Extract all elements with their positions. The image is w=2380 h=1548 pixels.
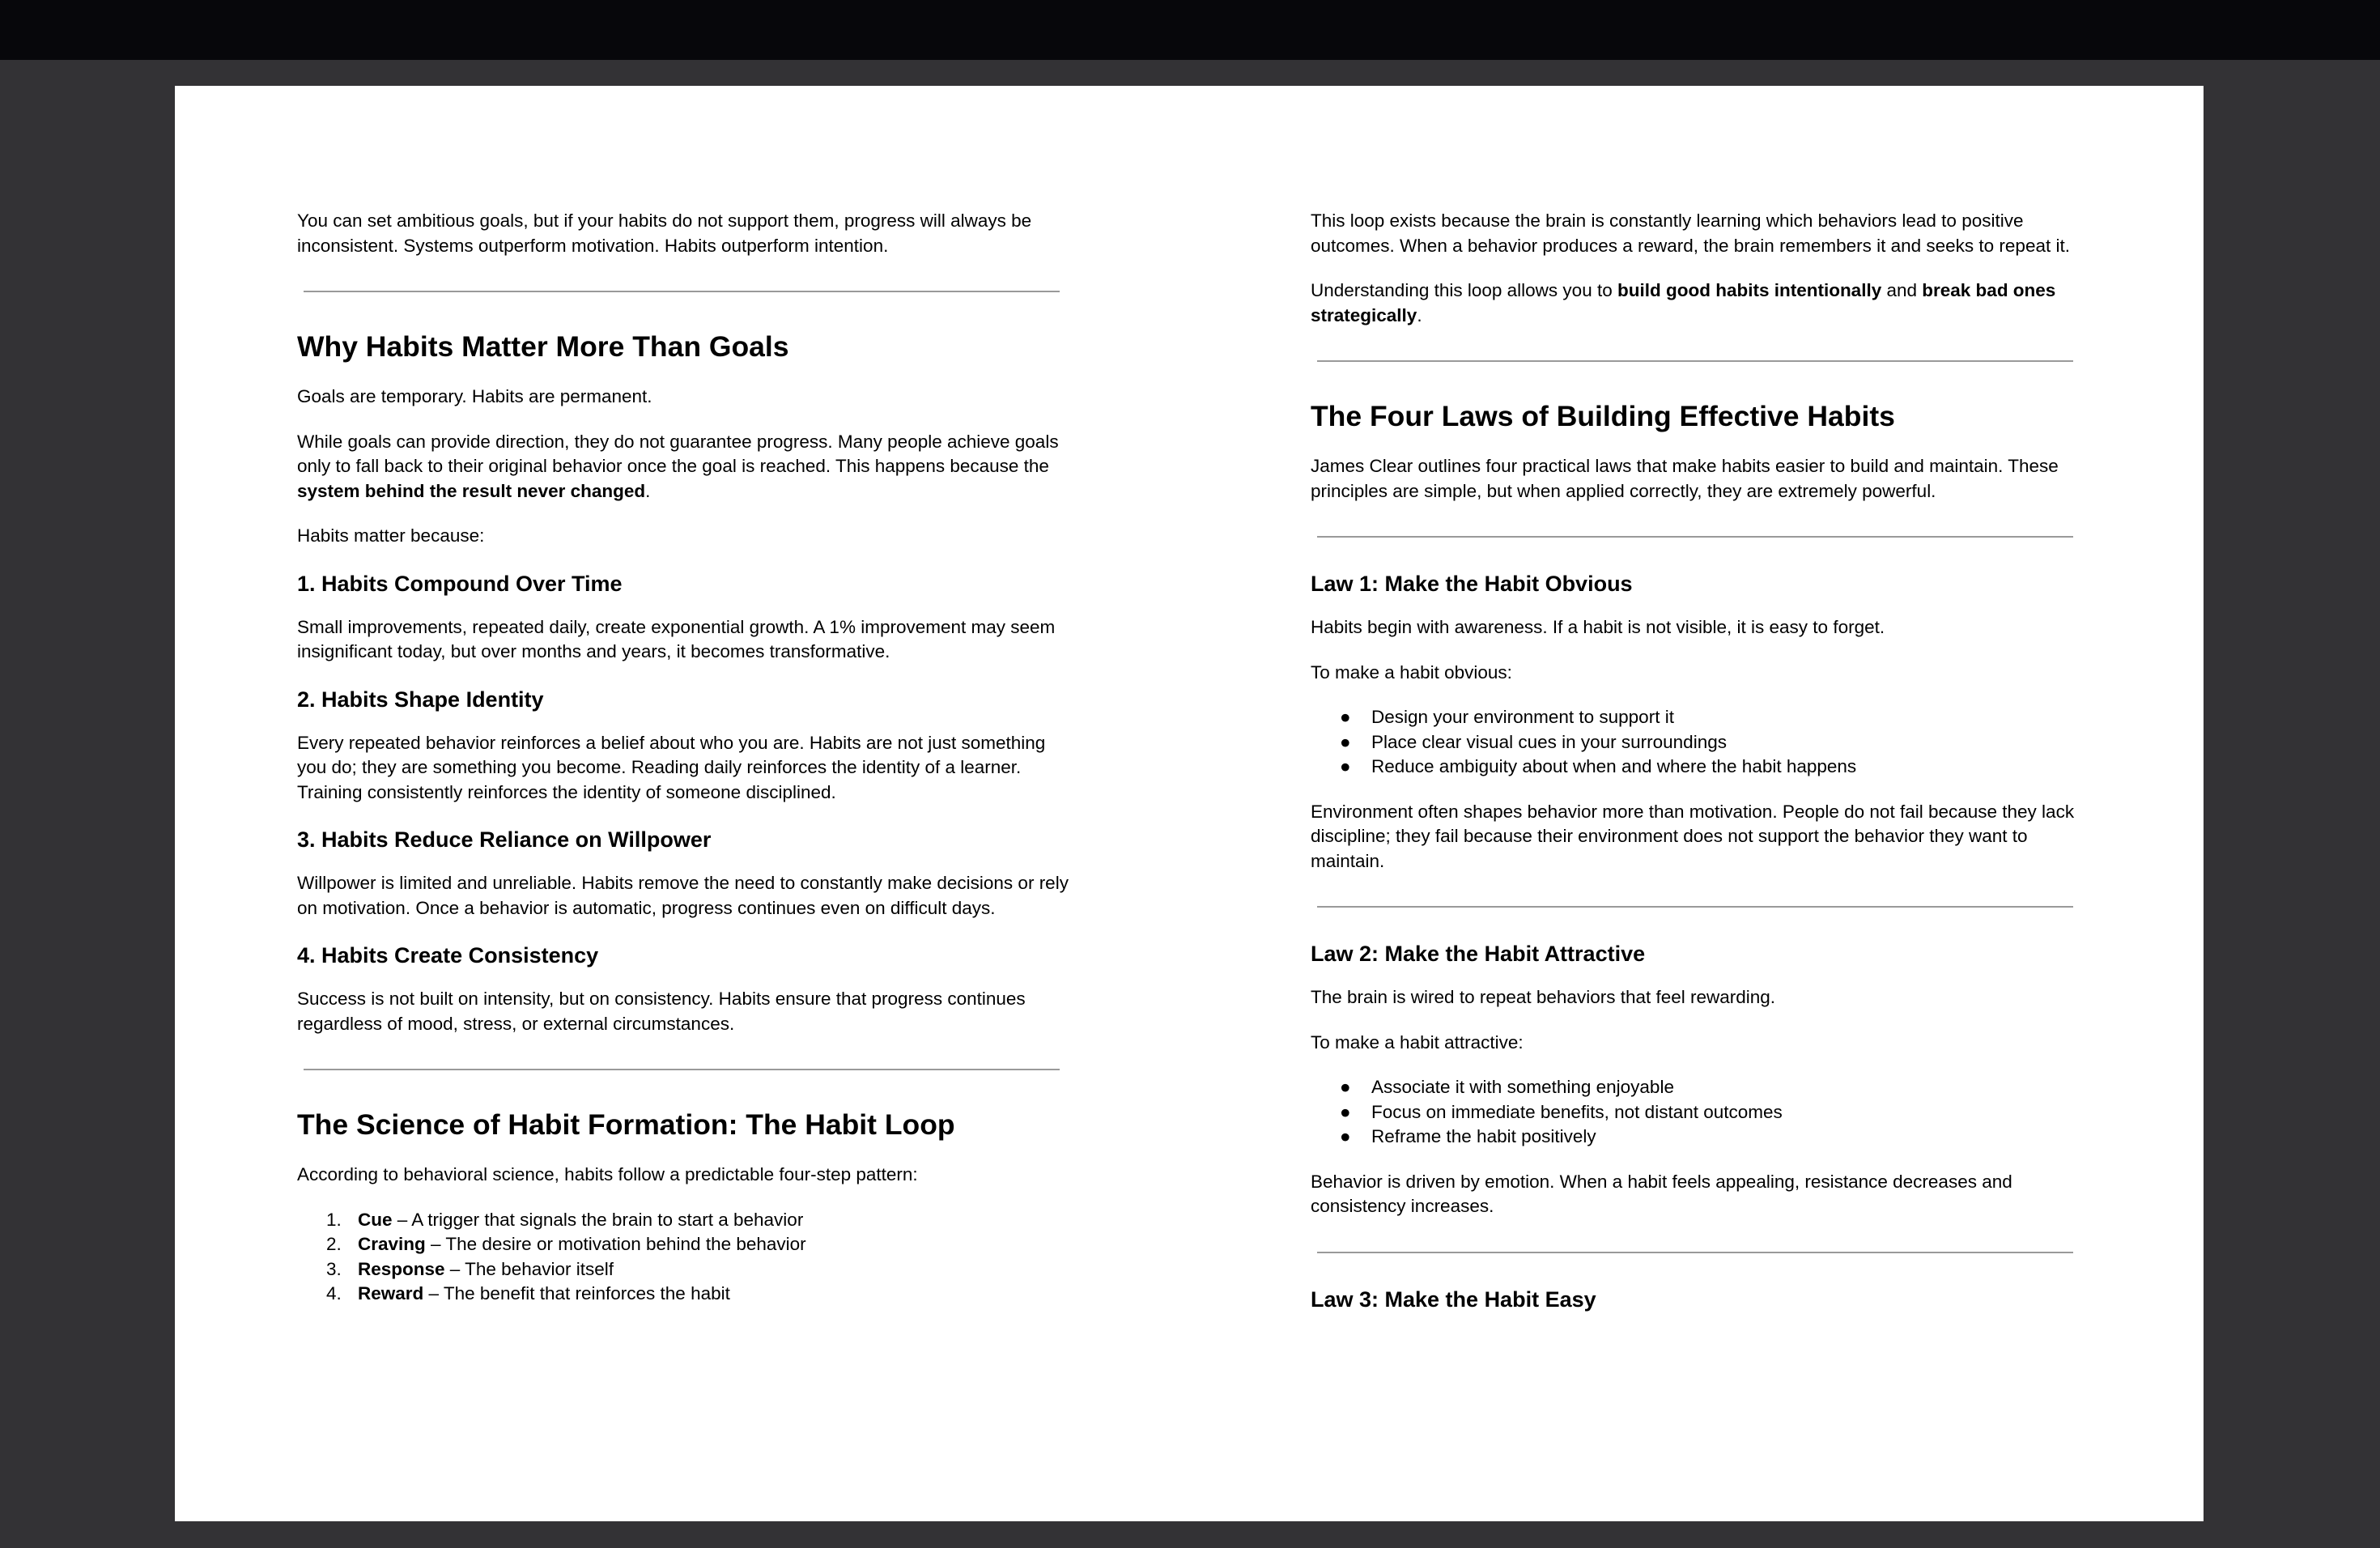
paragraph: To make a habit obvious: [1311,661,1512,683]
list-number: 2. [326,1234,342,1254]
text: . [645,480,651,501]
list-item [1311,1125,2088,1150]
bullet-icon: ● [1340,1101,1351,1122]
intro-paragraph: You can set ambitious goals, but if your habits do not support them, progress will always be inconsistent. Systems outperform motivation. Habits outperform intention. [297,211,1032,256]
paragraph [297,430,1074,504]
window-title-bar [0,0,2380,60]
bold-text: Cue [358,1209,393,1230]
paragraph: Environment often shapes behavior more than motivation. People do not fail because they lack discipline; they fail because their environment does not support the behavior they want to maintain. [1311,801,2075,871]
text: Place clear visual cues in your surroundings [1371,731,1727,752]
list-number: 3. [326,1258,342,1279]
text: – The desire or motivation behind the behavior [425,1234,806,1254]
section-divider [1317,360,2073,362]
bullet-icon: ● [1340,1126,1351,1146]
list-item [1311,1100,2088,1125]
paragraph: Every repeated behavior reinforces a belief about who you are. Habits are not just something you do; they are something you become. Reading daily reinforces the identity of a learner. Training consistently reinforces the identity of someone disciplined. [297,732,1046,802]
text: Understanding this loop allows you to [1311,280,1617,300]
text: Design your environment to support it [1371,707,1674,727]
list-item [297,1282,1074,1307]
text: Reduce ambiguity about when and where the habit happens [1371,756,1857,776]
paragraph: The brain is wired to repeat behaviors that feel rewarding. [1311,987,1776,1007]
document-page [175,86,2204,1521]
paragraph: According to behavioral science, habits follow a predictable four-step pattern: [297,1164,918,1184]
subheading-willpower: 3. Habits Reduce Reliance on Willpower [297,827,712,852]
paragraph: Success is not built on intensity, but on consistency. Habits ensure that progress continues regardless of mood, stress, or external circumstances. [297,989,1026,1034]
paragraph: Habits matter because: [297,525,485,546]
text: – The behavior itself [444,1258,614,1279]
heading-law-1: Law 1: Make the Habit Obvious [1311,572,1633,596]
paragraph: To make a habit attractive: [1311,1031,1524,1053]
bold-text: Response [358,1258,445,1279]
text: While goals can provide direction, they do not guarantee progress. Many people achieve goals only to fall back to their original behavior once the goal is reached. This happens because the [297,431,1059,476]
paragraph: Behavior is driven by emotion. When a habit feels appealing, resistance decreases and consistency increases. [1311,1171,2012,1216]
list-number: 4. [326,1283,342,1303]
text: and [1881,280,1923,300]
bullet-icon: ● [1340,756,1351,776]
paragraph: James Clear outlines four practical laws that make habits easier to build and maintain. These principles are simple, but when applied correctly, they are extremely powerful. [1311,456,2059,501]
paragraph: Goals are temporary. Habits are permanent. [297,386,652,406]
heading-law-3: Law 3: Make the Habit Easy [1311,1286,1596,1312]
bold-text: build good habits intentionally [1617,280,1882,300]
right-column [1311,209,2088,1313]
paragraph [1311,279,2088,328]
text: – The benefit that reinforces the habit [423,1283,730,1303]
law-2-bullet-list [1311,1075,2088,1150]
bold-text: Reward [358,1283,424,1303]
bullet-icon: ● [1340,707,1351,727]
bullet-icon: ● [1340,731,1351,752]
subheading-consistency: 4. Habits Create Consistency [297,943,599,968]
paragraph: This loop exists because the brain is constantly learning which behaviors lead to positive outcomes. When a behavior produces a reward, the brain remembers it and seeks to repeat it. [1311,211,2070,256]
bold-text: system behind the result never changed [297,480,646,501]
section-divider [1317,536,2073,538]
section-divider [304,291,1060,292]
left-column [297,209,1074,1307]
habit-loop-list [297,1208,1074,1307]
list-item [297,1257,1074,1282]
text: Reframe the habit positively [1371,1126,1596,1146]
heading-law-2: Law 2: Make the Habit Attractive [1311,942,1646,966]
text: Associate it with something enjoyable [1371,1077,1674,1097]
text: – A trigger that signals the brain to start a behavior [392,1209,804,1230]
section-divider [304,1069,1060,1070]
bold-text: Craving [358,1234,426,1254]
paragraph: Willpower is limited and unreliable. Habits remove the need to constantly make decisions or rely on motivation. Once a behavior is automatic, progress continues even on difficult days. [297,873,1069,918]
law-1-bullet-list [1311,705,2088,780]
list-item [1311,755,2088,780]
paragraph: Habits begin with awareness. If a habit is not visible, it is easy to forget. [1311,617,1885,637]
text: Focus on immediate benefits, not distant outcomes [1371,1101,1783,1122]
bullet-icon: ● [1340,1077,1351,1097]
heading-habit-loop: The Science of Habit Formation: The Habit Loop [297,1108,955,1141]
subheading-identity: 2. Habits Shape Identity [297,687,544,712]
list-item [1311,705,2088,730]
list-item [297,1208,1074,1233]
list-number: 1. [326,1209,342,1230]
text: . [1417,304,1422,325]
list-item [1311,1075,2088,1100]
section-divider [1317,1252,2073,1253]
list-item [1311,730,2088,755]
section-divider [1317,906,2073,908]
list-item [297,1232,1074,1257]
heading-why-habits: Why Habits Matter More Than Goals [297,330,789,363]
paragraph: Small improvements, repeated daily, create exponential growth. A 1% improvement may seem insignificant today, but over months and years, it becomes transformative. [297,616,1056,661]
heading-four-laws: The Four Laws of Building Effective Habits [1311,400,1895,432]
subheading-compound: 1. Habits Compound Over Time [297,571,623,596]
bold-text: break bad ones strategically [1311,280,2056,325]
